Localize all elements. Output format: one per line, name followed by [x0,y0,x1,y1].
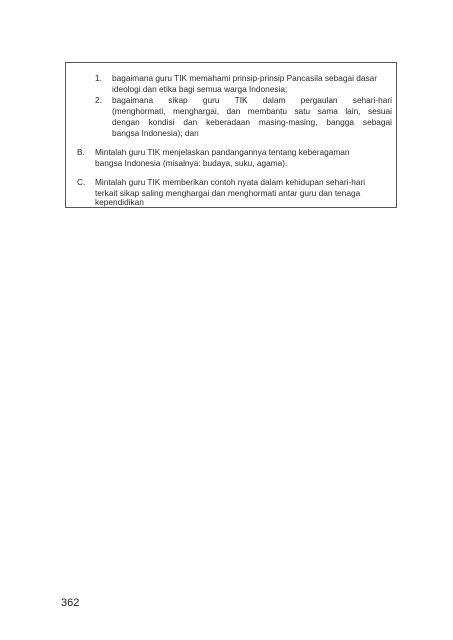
item-c-letter: C. [77,177,86,187]
item-2-line-4: bangsa Indonesia); dan [112,128,199,138]
page-number: 362 [61,597,80,609]
item-1-number: 1. [95,73,102,83]
item-2-line-2: (menghormati, menghargai, dan membantu satu sama lain, sesuai [112,106,392,116]
item-2-line-3: dengan kondisi dan keberadaan masing-masing, bangga sebagai [112,117,392,127]
item-b-line-1: Mintalah guru TIK menjelaskan pandangannya tentang keberagaman [95,147,350,157]
item-1-line-1: bagaimana guru TIK memahami prinsip-prinsip Pancasila sebagai dasar [112,73,378,83]
item-2-line-1: bagaimana sikap guru TIK dalam pergaulan sehari-hari [112,95,392,105]
item-c-line-2: terkait sikap saling menghargai dan menghormati antar guru dan tenaga [95,188,361,198]
item-b-letter: B. [77,147,85,157]
item-c-line-3: kependidikan [95,197,144,207]
content-box [65,62,397,208]
item-2-number: 2. [95,95,102,105]
item-b-line-2: bangsa Indonesia (misalnya: budaya, suku, agama). [95,158,288,168]
item-1-line-2: ideologi dan etika bagi semua warga Indonesia; [112,84,288,94]
item-c-line-1: Mintalah guru TIK memberikan contoh nyata dalam kehidupan sehari-hari [95,177,366,187]
